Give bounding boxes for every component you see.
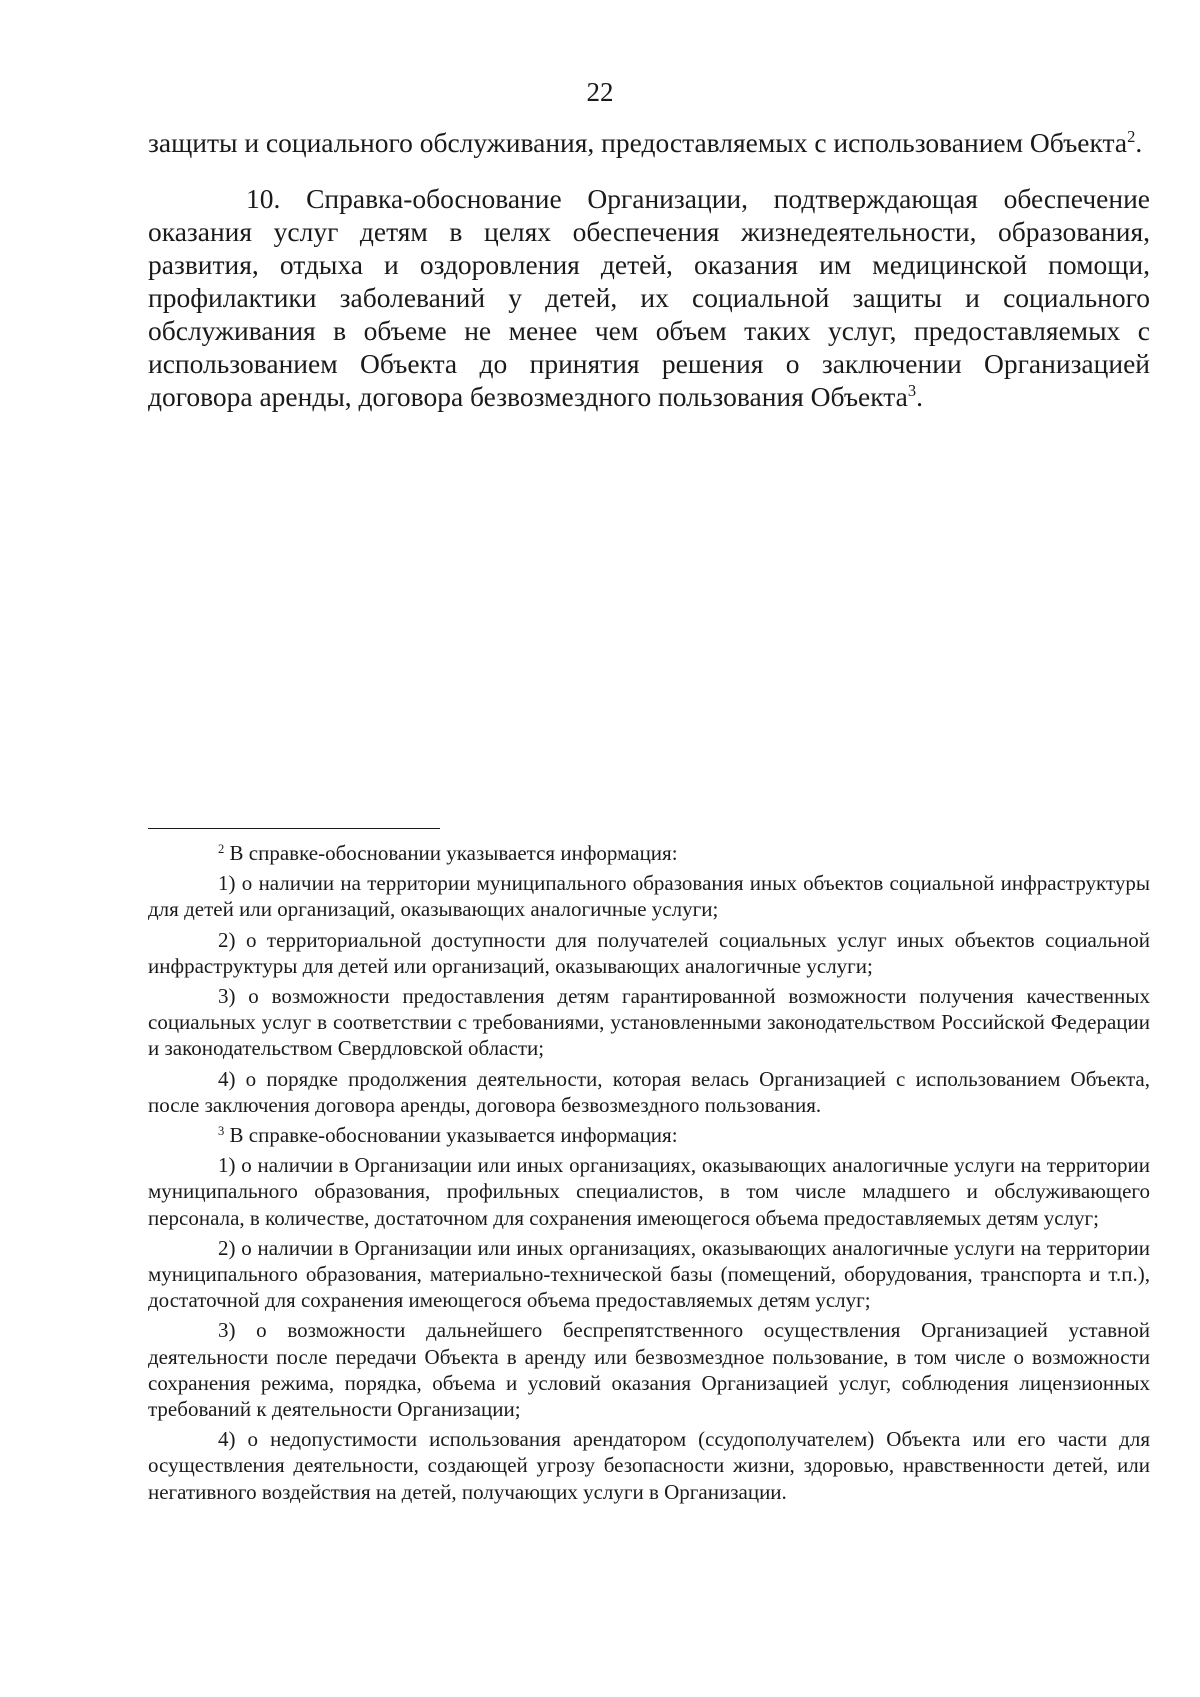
footnote-3-item-2: 2) о наличии в Организации или иных организациях, оказывающих аналогичные услуги на территории муниципального образования, материально-технической базы (помещений, оборудования, транспорта и т.п.), достаточной для сохранения имеющегося объема предоставляемых детям услуг;: [148, 1235, 1150, 1313]
footnote-2-item-2: 2) о территориальной доступности для получателей социальных услуг иных объектов социальной инфраструктуры для детей или организаций, оказывающих аналогичные услуги;: [148, 927, 1150, 978]
footnotes: [148, 840, 1150, 1505]
footnote-3-item-3: 3) о возможности дальнейшего беспрепятственного осуществления Организацией уставной деятельности после передачи Объекта в аренду или безвозмездное пользование, в том числе о возможности сохранения режима, порядка, объема и условий оказания Организацией услуг, соблюдения лицензионных требований к деятельности Организации;: [148, 1318, 1150, 1422]
paragraph-item-10-text: 10. Справка-обоснование Организации, подтверждающая обеспечение оказания услуг детям в целях обеспечения жизнедеятельности, образования, развития, отдыха и оздоровления детей, оказания им медицинской помощи, профилактики заболеваний у детей, их социальной защиты и социального обслуживания в объеме не менее чем объем таких услуг, предоставляемых с использованием Объекта до принятия решения о заключении Организацией договора аренды, договора безвозмездного пользования Объекта: [148, 183, 1150, 412]
paragraph-continuation: [148, 126, 1150, 159]
footnote-2-item-1: 1) о наличии на территории муниципального образования иных объектов социальной инфраструктуры для детей или организаций, оказывающих аналогичные услуги;: [148, 871, 1150, 922]
footnote-2-heading: [148, 840, 1150, 866]
paragraph-item-10: [148, 182, 1150, 413]
main-text: [148, 126, 1150, 413]
footnote-2-mark: 2: [218, 842, 225, 857]
footnote-2-heading-text: В справке-обосновании указывается информация:: [224, 841, 678, 865]
footnote-3-mark: 3: [218, 1124, 225, 1139]
footnote-ref-3: 3: [907, 381, 917, 401]
footnote-2-item-3: 3) о возможности предоставления детям гарантированной возможности получения качественных социальных услуг в соответствии с требованиями, установленными законодательством Российской Федерации и законодательством Свердловской области;: [148, 984, 1150, 1061]
paragraph-end-mark: .: [1135, 127, 1143, 158]
paragraph-end-mark: .: [916, 381, 923, 412]
page-number: 22: [586, 77, 614, 107]
footnote-2-item-4: 4) о порядке продолжения деятельности, которая велась Организацией с использованием Объекта, после заключения договора аренды, договора безвозмездного пользования.: [148, 1066, 1150, 1117]
footnote-3-item-1: 1) о наличии в Организации или иных организациях, оказывающих аналогичные услуги на территории муниципального образования, профильных специалистов, в том числе младшего и обслуживающего персонала, в количестве, достаточном для сохранения имеющегося объема предоставляемых детям услуг;: [148, 1153, 1150, 1230]
paragraph-continuation-text: защиты и социального обслуживания, предоставляемых с использованием Объекта: [148, 127, 1128, 158]
footnote-3-heading-text: В справке-обосновании указывается информация:: [224, 1123, 678, 1148]
footnote-3-item-4: 4) о недопустимости использования арендатором (ссудополучателем) Объекта или его части для осуществления деятельности, создающей угрозу безопасности жизни, здоровью, нравственности детей, или негативного воздействия на детей, получающих услуги в Организации.: [148, 1427, 1150, 1504]
footnote-ref-2: 2: [1127, 127, 1136, 147]
footnote-separator: [148, 828, 440, 829]
footnote-3-heading: [148, 1122, 1150, 1148]
